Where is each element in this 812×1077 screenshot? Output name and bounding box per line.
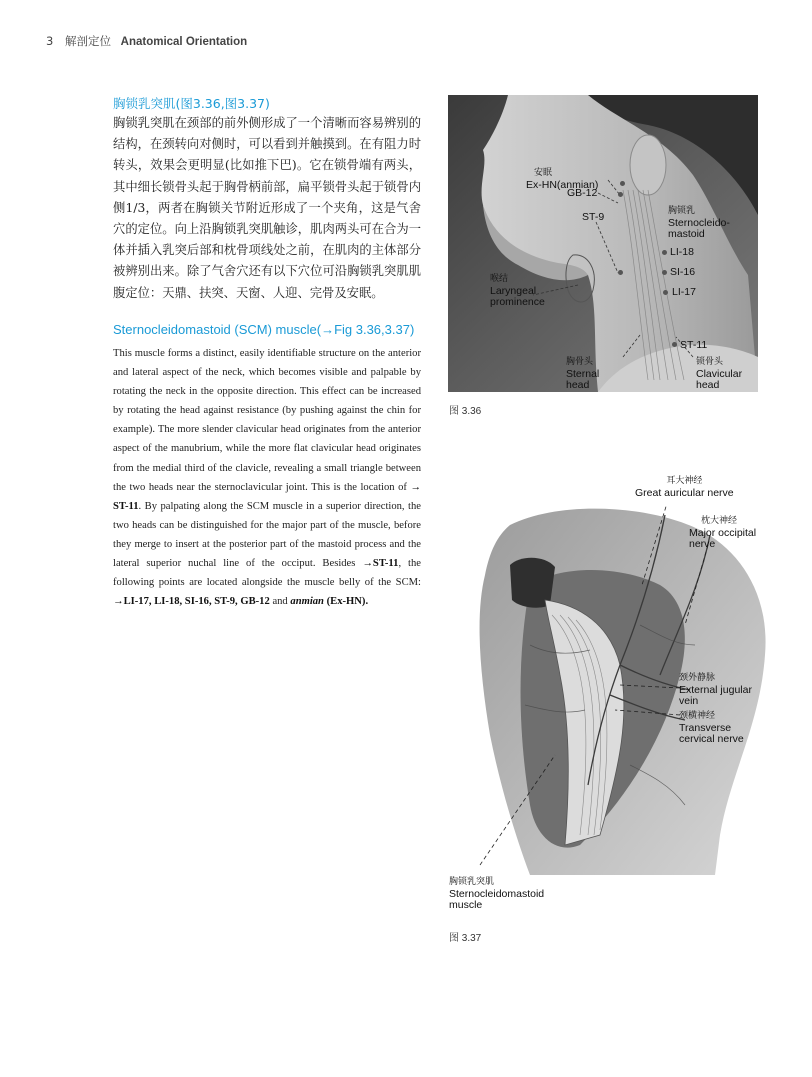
- label-li18: LI-18: [670, 246, 694, 258]
- label-gb12: GB-12: [567, 187, 598, 199]
- acupoint-anmian: [620, 181, 625, 186]
- section-body-zh: 胸锁乳突肌在颈部的前外侧形成了一个清晰而容易辨别的结构，在颈转向对侧时，可以看到并触摸到。在有阻力时转头，效果会更明显(比如推下巴)。它在锁骨端有两头，其中细长锁骨头起于胸骨柄前部，扁平锁骨头起于锁骨内侧1/3，两者在胸锁关节附近形成了一个夹角，这是气舍穴的定位。向上沿胸锁乳突肌触诊，肌肉两头可在合为一体并插入乳突后部和枕骨项线处之前，在肌肉的主体部分被辨别出来。除了气舍穴还有以下穴位可沿胸锁乳突肌肌腹定位：天鼎、扶突、天窗、人迎、完骨及安眠。: [113, 116, 421, 300]
- label-st9: ST-9: [582, 211, 605, 223]
- label-sternal-head: 胸骨头 Sternal head: [566, 357, 600, 391]
- label-scm: 胸锁乳 Sternocleido- mastoid: [668, 206, 730, 240]
- header-title-en: Anatomical Orientation: [120, 36, 248, 48]
- label-sternocleidomastoid-muscle: 胸锁乳突肌 Sternocleidomastoid muscle: [449, 877, 545, 911]
- label-st11: ST-11: [680, 339, 708, 351]
- point-ref: →LI-17, LI-18, SI-16, ST-9, GB-12: [113, 596, 270, 608]
- running-header: [46, 33, 247, 49]
- acupoint-st11: [672, 342, 677, 347]
- point-ref: anmian: [290, 596, 324, 608]
- section-title-zh: 胸锁乳突肌(图3.36,图3.37): [113, 96, 270, 111]
- acupoint-si16: [662, 270, 667, 275]
- label-clavicular-head: 锁骨头 Clavicular head: [696, 357, 743, 391]
- figure-caption-3-36: 图 3.36: [449, 406, 482, 417]
- label-si16: SI-16: [670, 266, 696, 278]
- acupoint-st9: [618, 270, 623, 275]
- body-text: . By palpating along the SCM muscle in a superior direction, the two heads can be distinguished for the major part of the muscle, before they merge to insert at the posterior part of the mastoid process and the lateral superior nuchal line of the occiput. Besides: [113, 500, 421, 570]
- acupoint-li17: [663, 290, 668, 295]
- point-ref: → ST-11: [113, 481, 421, 512]
- acupoint-li18: [662, 250, 667, 255]
- label-anmian: 安眠 Ex-HN(anmian): [526, 168, 599, 191]
- body-text: and: [272, 596, 288, 608]
- label-transverse-cervical-nerve: 颈横神经 Transverse cervical nerve: [679, 711, 744, 745]
- label-li17: LI-17: [672, 286, 696, 298]
- body-text: , the following points are located alongside the muscle belly of the SCM:: [113, 558, 421, 589]
- label-major-occipital-nerve: 枕大神经 Major occipital nerve: [689, 516, 757, 550]
- figure-3-36-photo: [448, 95, 758, 392]
- body-text: This muscle forms a distinct, easily identifiable structure on the anterior and lateral aspect of the neck, which becomes visible and palpable by rotating the neck in the opposite direction. This effect can be increased by rotating the head against resistance (by pushing against the chin for example). The more slender clavicular head originates from the anterior aspect of the manubrium, while the more flat clavicular head originates from the medial third of the clavicle, revealing a small triangle between the two heads near the sternoclavicular joint. This is the location of: [113, 348, 421, 493]
- label-external-jugular-vein: 颈外静脉 External jugular vein: [679, 673, 752, 707]
- point-ref: →ST-11: [362, 558, 399, 570]
- acupoint-gb12: [618, 192, 623, 197]
- section-title-en: Sternocleidomastoid (SCM) muscle(→Fig 3.36,3.37): [113, 322, 415, 337]
- label-great-auricular-nerve: 耳大神经 Great auricular nerve: [635, 476, 734, 499]
- label-laryngeal-prominence: 喉结 Laryngeal prominence: [490, 274, 545, 308]
- page-number: 3: [46, 34, 54, 48]
- figure-caption-3-37: 图 3.37: [449, 933, 482, 944]
- point-ref: (Ex-HN).: [326, 596, 369, 608]
- section-body-en: [113, 344, 421, 611]
- header-title-zh: 解剖定位: [64, 34, 111, 48]
